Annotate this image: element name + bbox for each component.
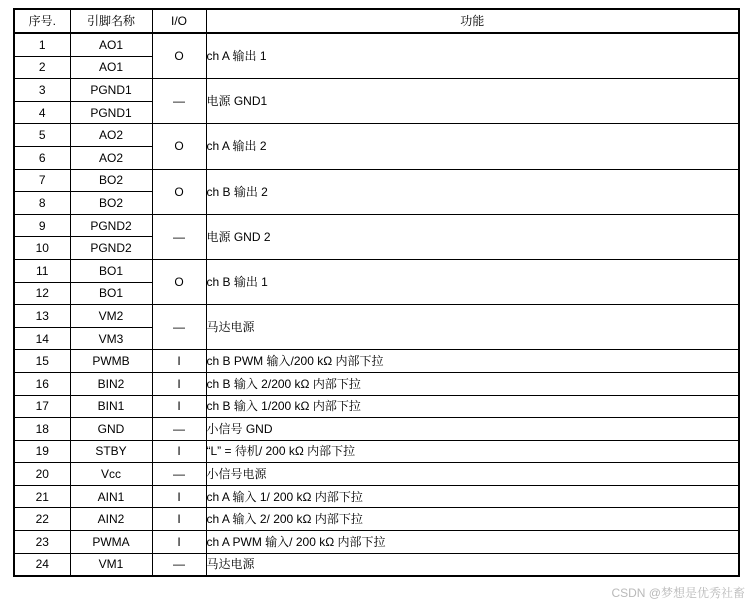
table-row xyxy=(14,79,739,102)
pin-number-cell: 22 xyxy=(14,508,70,531)
function-cell: ch B PWM 输入/200 kΩ 内部下拉 xyxy=(206,350,739,373)
table-row xyxy=(14,124,739,147)
pin-name-cell: BO2 xyxy=(70,192,152,215)
pin-number-cell: 13 xyxy=(14,305,70,328)
pin-number-cell: 6 xyxy=(14,146,70,169)
pin-number-cell: 1 xyxy=(14,33,70,56)
pin-name-cell: BO2 xyxy=(70,169,152,192)
pin-name-cell: AO2 xyxy=(70,124,152,147)
pin-number-cell: 5 xyxy=(14,124,70,147)
io-cell: I xyxy=(152,350,206,373)
function-cell: ch B 输出 1 xyxy=(206,259,739,304)
header-function: 功能 xyxy=(206,9,739,33)
table-row xyxy=(14,418,739,441)
table-row xyxy=(14,531,739,554)
io-cell: I xyxy=(152,372,206,395)
table-row xyxy=(14,553,739,576)
pin-name-cell: BIN1 xyxy=(70,395,152,418)
function-cell: ch B 输入 2/200 kΩ 内部下拉 xyxy=(206,372,739,395)
pin-name-cell: AO2 xyxy=(70,146,152,169)
pin-name-cell: PGND2 xyxy=(70,237,152,260)
io-cell: I xyxy=(152,485,206,508)
pin-name-cell: PWMA xyxy=(70,531,152,554)
watermark-text: CSDN @梦想是优秀社畜 xyxy=(611,586,745,600)
function-cell: 马达电源 xyxy=(206,553,739,576)
function-cell: 电源 GND1 xyxy=(206,79,739,124)
table-row xyxy=(14,33,739,56)
function-cell: ch A 输出 1 xyxy=(206,33,739,79)
pin-name-cell: BIN2 xyxy=(70,372,152,395)
pin-name-cell: GND xyxy=(70,418,152,441)
pin-number-cell: 12 xyxy=(14,282,70,305)
pin-name-cell: PGND2 xyxy=(70,214,152,237)
io-cell: — xyxy=(152,214,206,259)
pin-number-cell: 3 xyxy=(14,79,70,102)
io-cell: O xyxy=(152,33,206,79)
pin-number-cell: 9 xyxy=(14,214,70,237)
function-cell: ch B 输入 1/200 kΩ 内部下拉 xyxy=(206,395,739,418)
header-io: I/O xyxy=(152,9,206,33)
io-cell: I xyxy=(152,440,206,463)
pin-number-cell: 23 xyxy=(14,531,70,554)
pin-number-cell: 7 xyxy=(14,169,70,192)
table-row xyxy=(14,372,739,395)
pin-name-cell: Vcc xyxy=(70,463,152,486)
function-cell: ch A 输入 1/ 200 kΩ 内部下拉 xyxy=(206,485,739,508)
function-cell: ch A PWM 输入/ 200 kΩ 内部下拉 xyxy=(206,531,739,554)
table-row xyxy=(14,305,739,328)
io-cell: I xyxy=(152,508,206,531)
io-cell: — xyxy=(152,418,206,441)
pin-number-cell: 14 xyxy=(14,327,70,350)
function-cell: 小信号 GND xyxy=(206,418,739,441)
pin-name-cell: AIN2 xyxy=(70,508,152,531)
pin-name-cell: VM2 xyxy=(70,305,152,328)
table-header-row xyxy=(14,9,739,33)
pin-name-cell: STBY xyxy=(70,440,152,463)
pin-name-cell: VM1 xyxy=(70,553,152,576)
function-cell: 电源 GND 2 xyxy=(206,214,739,259)
pin-number-cell: 17 xyxy=(14,395,70,418)
function-cell: 马达电源 xyxy=(206,305,739,350)
table-body xyxy=(14,33,739,576)
io-cell: I xyxy=(152,395,206,418)
pin-name-cell: PGND1 xyxy=(70,79,152,102)
function-cell: ch B 输出 2 xyxy=(206,169,739,214)
header-pin-name: 引脚名称 xyxy=(70,9,152,33)
pin-number-cell: 20 xyxy=(14,463,70,486)
pin-number-cell: 21 xyxy=(14,485,70,508)
io-cell: — xyxy=(152,305,206,350)
io-cell: — xyxy=(152,79,206,124)
table-row xyxy=(14,508,739,531)
pin-number-cell: 11 xyxy=(14,259,70,282)
header-number: 序号. xyxy=(14,9,70,33)
table-row xyxy=(14,259,739,282)
pin-number-cell: 2 xyxy=(14,56,70,79)
pin-number-cell: 10 xyxy=(14,237,70,260)
table-row xyxy=(14,350,739,373)
table-row xyxy=(14,169,739,192)
io-cell: O xyxy=(152,169,206,214)
table-row xyxy=(14,440,739,463)
pin-name-cell: AO1 xyxy=(70,33,152,56)
pin-number-cell: 4 xyxy=(14,101,70,124)
pin-number-cell: 8 xyxy=(14,192,70,215)
pin-name-cell: AIN1 xyxy=(70,485,152,508)
pin-number-cell: 15 xyxy=(14,350,70,373)
io-cell: — xyxy=(152,463,206,486)
function-cell: 小信号电源 xyxy=(206,463,739,486)
table-row xyxy=(14,485,739,508)
pin-function-table xyxy=(13,8,740,577)
table-row xyxy=(14,395,739,418)
function-cell: ch A 输出 2 xyxy=(206,124,739,169)
pin-name-cell: PWMB xyxy=(70,350,152,373)
pin-number-cell: 16 xyxy=(14,372,70,395)
function-cell: ch A 输入 2/ 200 kΩ 内部下拉 xyxy=(206,508,739,531)
pin-number-cell: 18 xyxy=(14,418,70,441)
pin-name-cell: BO1 xyxy=(70,282,152,305)
pin-name-cell: PGND1 xyxy=(70,101,152,124)
pin-name-cell: VM3 xyxy=(70,327,152,350)
function-cell: “L” = 待机/ 200 kΩ 内部下拉 xyxy=(206,440,739,463)
pin-number-cell: 24 xyxy=(14,553,70,576)
io-cell: O xyxy=(152,259,206,304)
table-row xyxy=(14,214,739,237)
pin-number-cell: 19 xyxy=(14,440,70,463)
io-cell: I xyxy=(152,531,206,554)
io-cell: — xyxy=(152,553,206,576)
io-cell: O xyxy=(152,124,206,169)
pin-name-cell: BO1 xyxy=(70,259,152,282)
pin-name-cell: AO1 xyxy=(70,56,152,79)
table-row xyxy=(14,463,739,486)
